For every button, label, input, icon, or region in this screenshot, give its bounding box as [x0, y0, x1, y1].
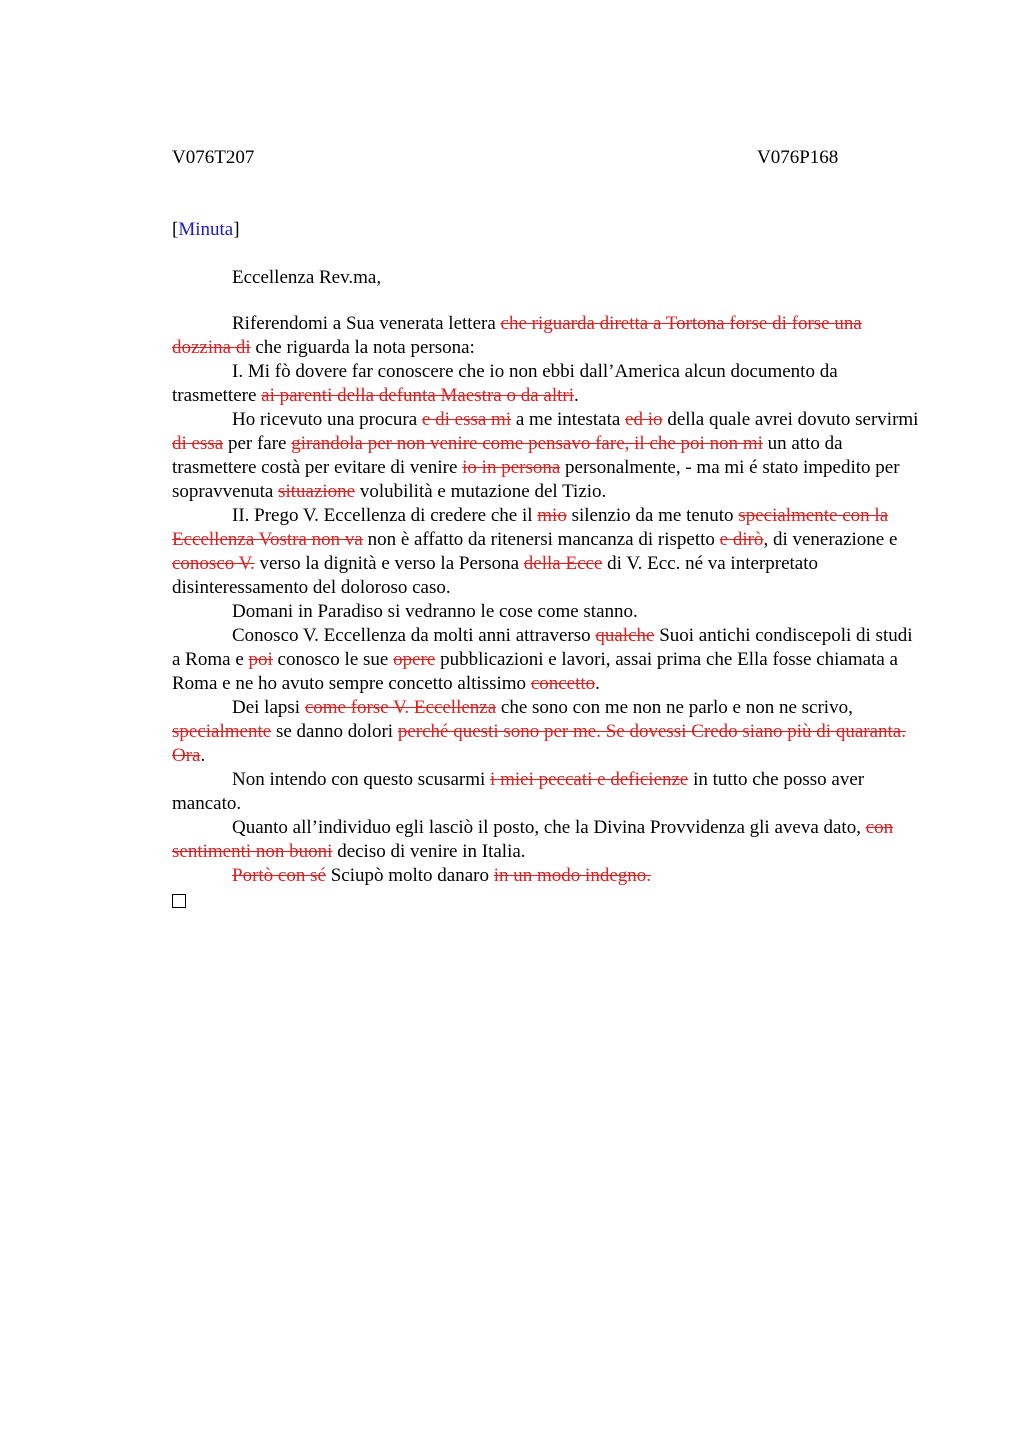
deleted-text: conosco V.	[172, 553, 255, 574]
deleted-text: qualche	[595, 625, 655, 646]
text-segment: I. Mi fò dovere far conoscere che io non ebbi dall’America alcun documento da trasmettere	[172, 361, 838, 406]
text-segment: volubilità e mutazione del Tizio.	[355, 481, 607, 502]
deleted-text: della Ecce	[523, 553, 603, 574]
deleted-text: come forse V. Eccellenza	[304, 697, 497, 718]
text-segment: pubblicazioni e lavori, assai prima che Ella fosse chiamata a Roma e ne ho avuto sempre concetto altissimo	[172, 649, 898, 694]
text-segment: Ho ricevuto una procura	[232, 409, 422, 430]
deleted-text: ai parenti della defunta Maestra o da altri	[261, 385, 574, 406]
salutation: Eccellenza Rev.ma,	[232, 267, 382, 288]
deleted-text: specialmente	[172, 721, 272, 742]
text-segment: Suoi antichi condiscepoli di studi a Roma e	[172, 625, 913, 670]
text-segment: Quanto all’individuo egli lasciò il posto, che la Divina Provvidenza gli aveva dato,	[232, 817, 866, 838]
document-code-left: V076T207	[172, 147, 255, 168]
minuta-label	[172, 218, 240, 242]
text-segment: II. Prego V. Eccellenza di credere che il	[232, 505, 538, 526]
text-segment: verso la dignità e verso la Persona	[254, 553, 524, 574]
text-segment: per fare	[223, 433, 292, 454]
minuta-text: Minuta	[178, 219, 234, 240]
letter-paragraph	[172, 600, 920, 624]
text-segment: a me intestata	[511, 409, 626, 430]
deleted-text: situazione	[278, 481, 356, 502]
letter-paragraph	[172, 816, 920, 864]
deleted-text: ed io	[625, 409, 663, 430]
deleted-text: poi	[248, 649, 273, 670]
text-segment: Conosco V. Eccellenza da molti anni attraverso	[232, 625, 596, 646]
deleted-text: con sentimenti non buoni	[172, 817, 894, 862]
deleted-text: e dirò	[719, 529, 764, 550]
text-segment: personalmente, - ma mi é stato impedito per sopravvenuta	[172, 457, 900, 502]
deleted-text: di essa	[172, 433, 224, 454]
deleted-text: in un modo indegno.	[493, 865, 652, 886]
text-segment: silenzio da me tenuto	[566, 505, 739, 526]
document-code-right: V076P168	[757, 147, 839, 168]
text-segment: un atto da trasmettere costà per evitare di venire	[172, 433, 843, 478]
text-segment: .	[574, 385, 579, 406]
deleted-text: mio	[537, 505, 567, 526]
text-segment: Sciupò molto danaro	[325, 865, 494, 886]
text-segment: .	[200, 745, 206, 766]
text-segment: Dei lapsi	[232, 697, 305, 718]
text-segment: Riferendomi a Sua venerata lettera	[232, 313, 501, 334]
text-segment: Domani in Paradiso si vedranno le cose come stanno.	[232, 601, 638, 622]
minuta-bracket-close: ]	[233, 219, 240, 240]
deleted-text: girandola per non venire come pensavo fare, il che poi non mi	[291, 433, 763, 454]
text-segment: .	[595, 673, 600, 694]
deleted-text: opere	[393, 649, 436, 670]
minuta-bracket-open: [	[172, 219, 179, 240]
letter-paragraph	[172, 408, 920, 504]
text-segment: conosco le sue	[272, 649, 394, 670]
deleted-text: io in persona	[462, 457, 561, 478]
text-segment: di V. Ecc. né va interpretato disinteressamento del doloroso caso.	[172, 553, 819, 598]
deleted-text: perché questi sono per me. Se dovessi Credo siano più di quaranta. Ora	[172, 721, 906, 766]
deleted-text: i miei peccati e deficienze	[490, 769, 689, 790]
letter-paragraph	[172, 312, 920, 360]
letter-paragraph	[172, 504, 920, 600]
text-segment: in tutto che posso aver mancato.	[172, 769, 865, 814]
letter-paragraph	[172, 864, 920, 888]
deleted-text: che riguarda diretta a Tortona forse di forse una dozzina di	[172, 313, 862, 358]
letter-paragraph	[172, 696, 920, 768]
text-segment: che riguarda la nota persona:	[250, 337, 475, 358]
deleted-text: e di essa mi	[421, 409, 512, 430]
text-segment: della quale avrei dovuto servirmi	[662, 409, 919, 430]
letter-paragraph	[172, 768, 920, 816]
text-segment: che sono con me non ne parlo e non ne scrivo,	[496, 697, 853, 718]
deleted-text: Portò con sé	[232, 865, 326, 886]
deleted-text: concetto	[530, 673, 596, 694]
letter-body	[172, 312, 920, 915]
text-segment: non è affatto da ritenersi mancanza di rispetto	[362, 529, 720, 550]
letter-paragraph	[172, 624, 920, 696]
deleted-text: specialmente con la Eccellenza Vostra non va	[172, 505, 889, 550]
text-segment: Non intendo con questo scusarmi	[232, 769, 491, 790]
letter-paragraph	[172, 360, 920, 408]
text-segment: se danno dolori	[271, 721, 398, 742]
text-segment: deciso di venire in Italia.	[332, 841, 526, 862]
square-icon	[172, 894, 186, 908]
text-segment: , di venerazione e	[763, 529, 898, 550]
